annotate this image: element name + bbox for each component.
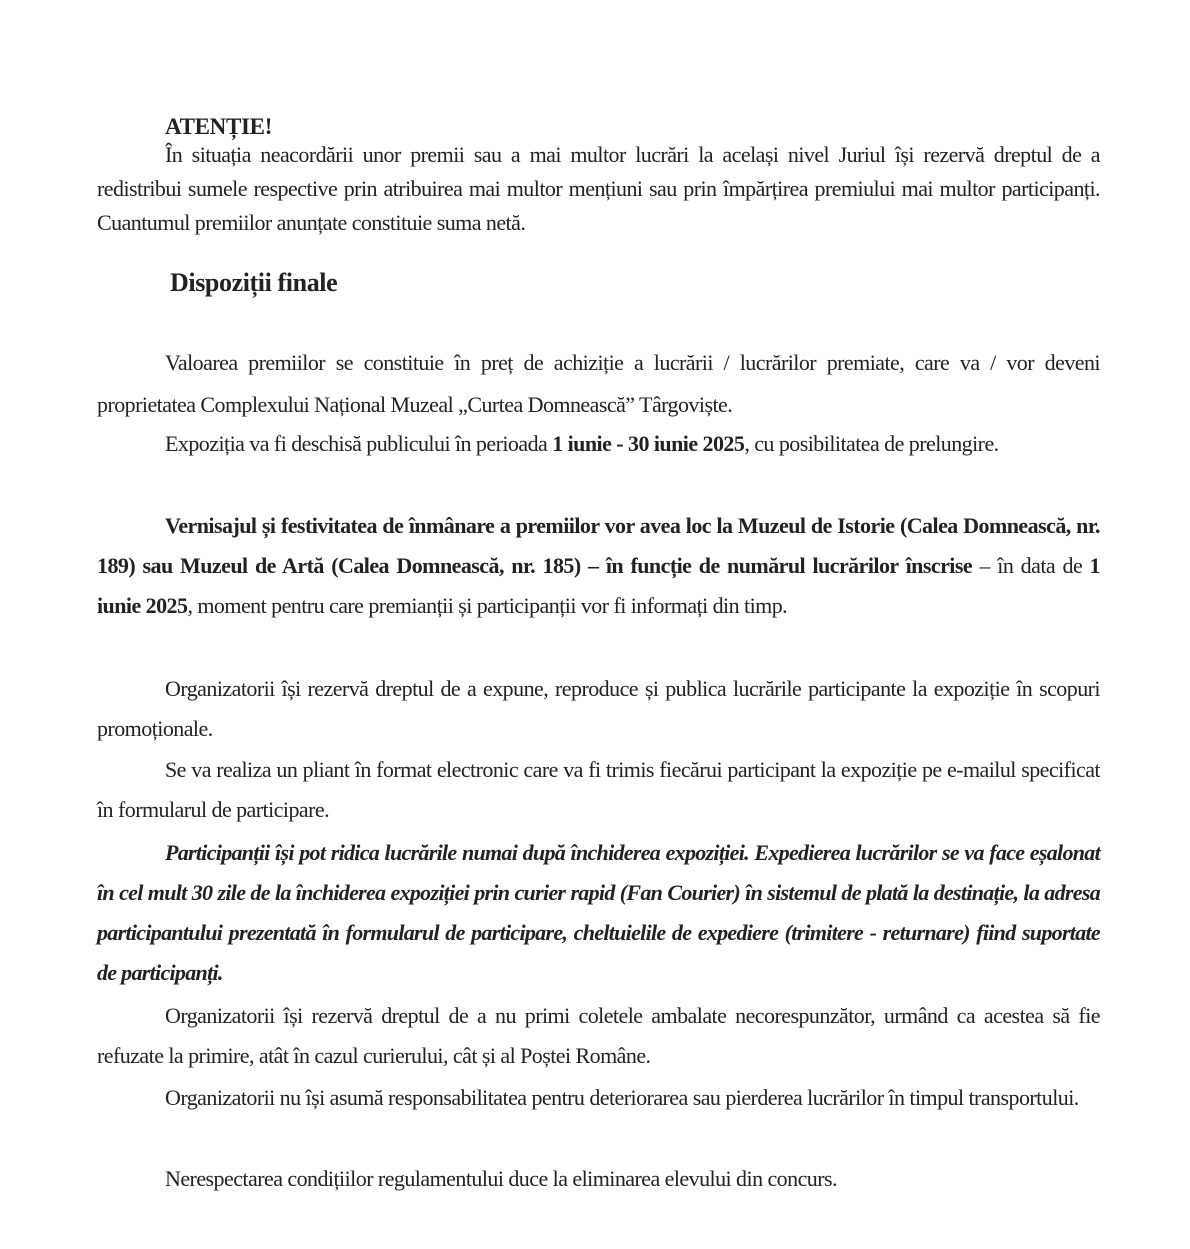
- paragraph-text: – în data de: [972, 553, 1090, 578]
- attention-text: În situația neacordării unor premii sau a mai multor lucrări la același nivel Juriul își rezervă dreptul de a redistribui sumele respective prin atribuirea mai multor mențiuni sau prin împărțirea premiului mai multor participanți. Cuantumul premiilor anunțate constituie suma netă.: [97, 142, 1100, 235]
- paragraph-elimination: [97, 1159, 1100, 1199]
- paragraph-prize-value: [97, 342, 1100, 426]
- paragraph-text: , moment pentru care premianții și participanții vor fi informați din timp.: [187, 593, 788, 618]
- paragraph-vernissage: [97, 506, 1100, 626]
- paragraph-text: Organizatorii își rezervă dreptul de a nu primi coletele ambalate necorespunzător, urmând ca acestea să fie refuzate la primire, atât în cazul curierului, cât și al Poștei Române.: [97, 1003, 1100, 1068]
- paragraph-package-refusal: [97, 996, 1100, 1076]
- attention-heading: ATENȚIE!: [165, 114, 273, 139]
- paragraph-shipping: [97, 833, 1100, 993]
- paragraph-publication-rights: [97, 669, 1100, 749]
- vernissage-date: 1 iunie 2025: [97, 553, 1100, 618]
- exhibition-dates: 1 iunie - 30 iunie 2025: [552, 431, 745, 456]
- vernissage-location: Vernisajul și festivitatea de înmânare a premiilor vor avea loc la Muzeul de Istorie (Calea Domnească, nr. 189) sau Muzeul de Artă (Calea Domnească, nr. 185) – în funcție de numărul lucrărilor înscrise: [97, 513, 1100, 578]
- paragraph-text: Valoarea premiilor se constituie în preț de achiziție a lucrării / lucrărilor premiate, care va / vor deveni proprietatea Complexului Național Muzeal „Curtea Domnească” Târgoviște.: [97, 350, 1100, 417]
- paragraph-text: Participanții își pot ridica lucrările numai după închiderea expoziției. Expedierea lucrărilor se va face eșalonat în cel mult 30 zile de la închiderea expoziției prin curier rapid (Fan Courier) în sistemul de plată la destinație, la adresa participantului prezentată în formularul de participare, cheltuielile de expediere (trimitere - returnare) fiind suportate de participanți.: [97, 840, 1100, 985]
- paragraph-text: Organizatorii nu își asumă responsabilitatea pentru deteriorarea sau pierderea lucrărilor în timpul transportului.: [165, 1085, 1079, 1110]
- paragraph-exhibition-period: [97, 424, 1100, 464]
- attention-paragraph: [97, 138, 1100, 240]
- paragraph-electronic-leaflet: [97, 750, 1100, 830]
- paragraph-text: , cu posibilitatea de prelungire.: [744, 431, 999, 456]
- paragraph-text: Se va realiza un pliant în format electronic care va fi trimis fiecărui participant la expoziție pe e-mailul specificat în formularul de participare.: [97, 757, 1100, 822]
- paragraph-text: Organizatorii își rezervă dreptul de a expune, reproduce și publica lucrările participante la expoziție în scopuri promoționale.: [97, 676, 1100, 741]
- paragraph-liability: [97, 1078, 1100, 1118]
- section-heading-final-provisions: Dispoziții finale: [170, 268, 338, 297]
- paragraph-text: Expoziția va fi deschisă publicului în perioada: [165, 431, 553, 456]
- paragraph-text: Nerespectarea condițiilor regulamentului duce la eliminarea elevului din concurs.: [165, 1166, 837, 1191]
